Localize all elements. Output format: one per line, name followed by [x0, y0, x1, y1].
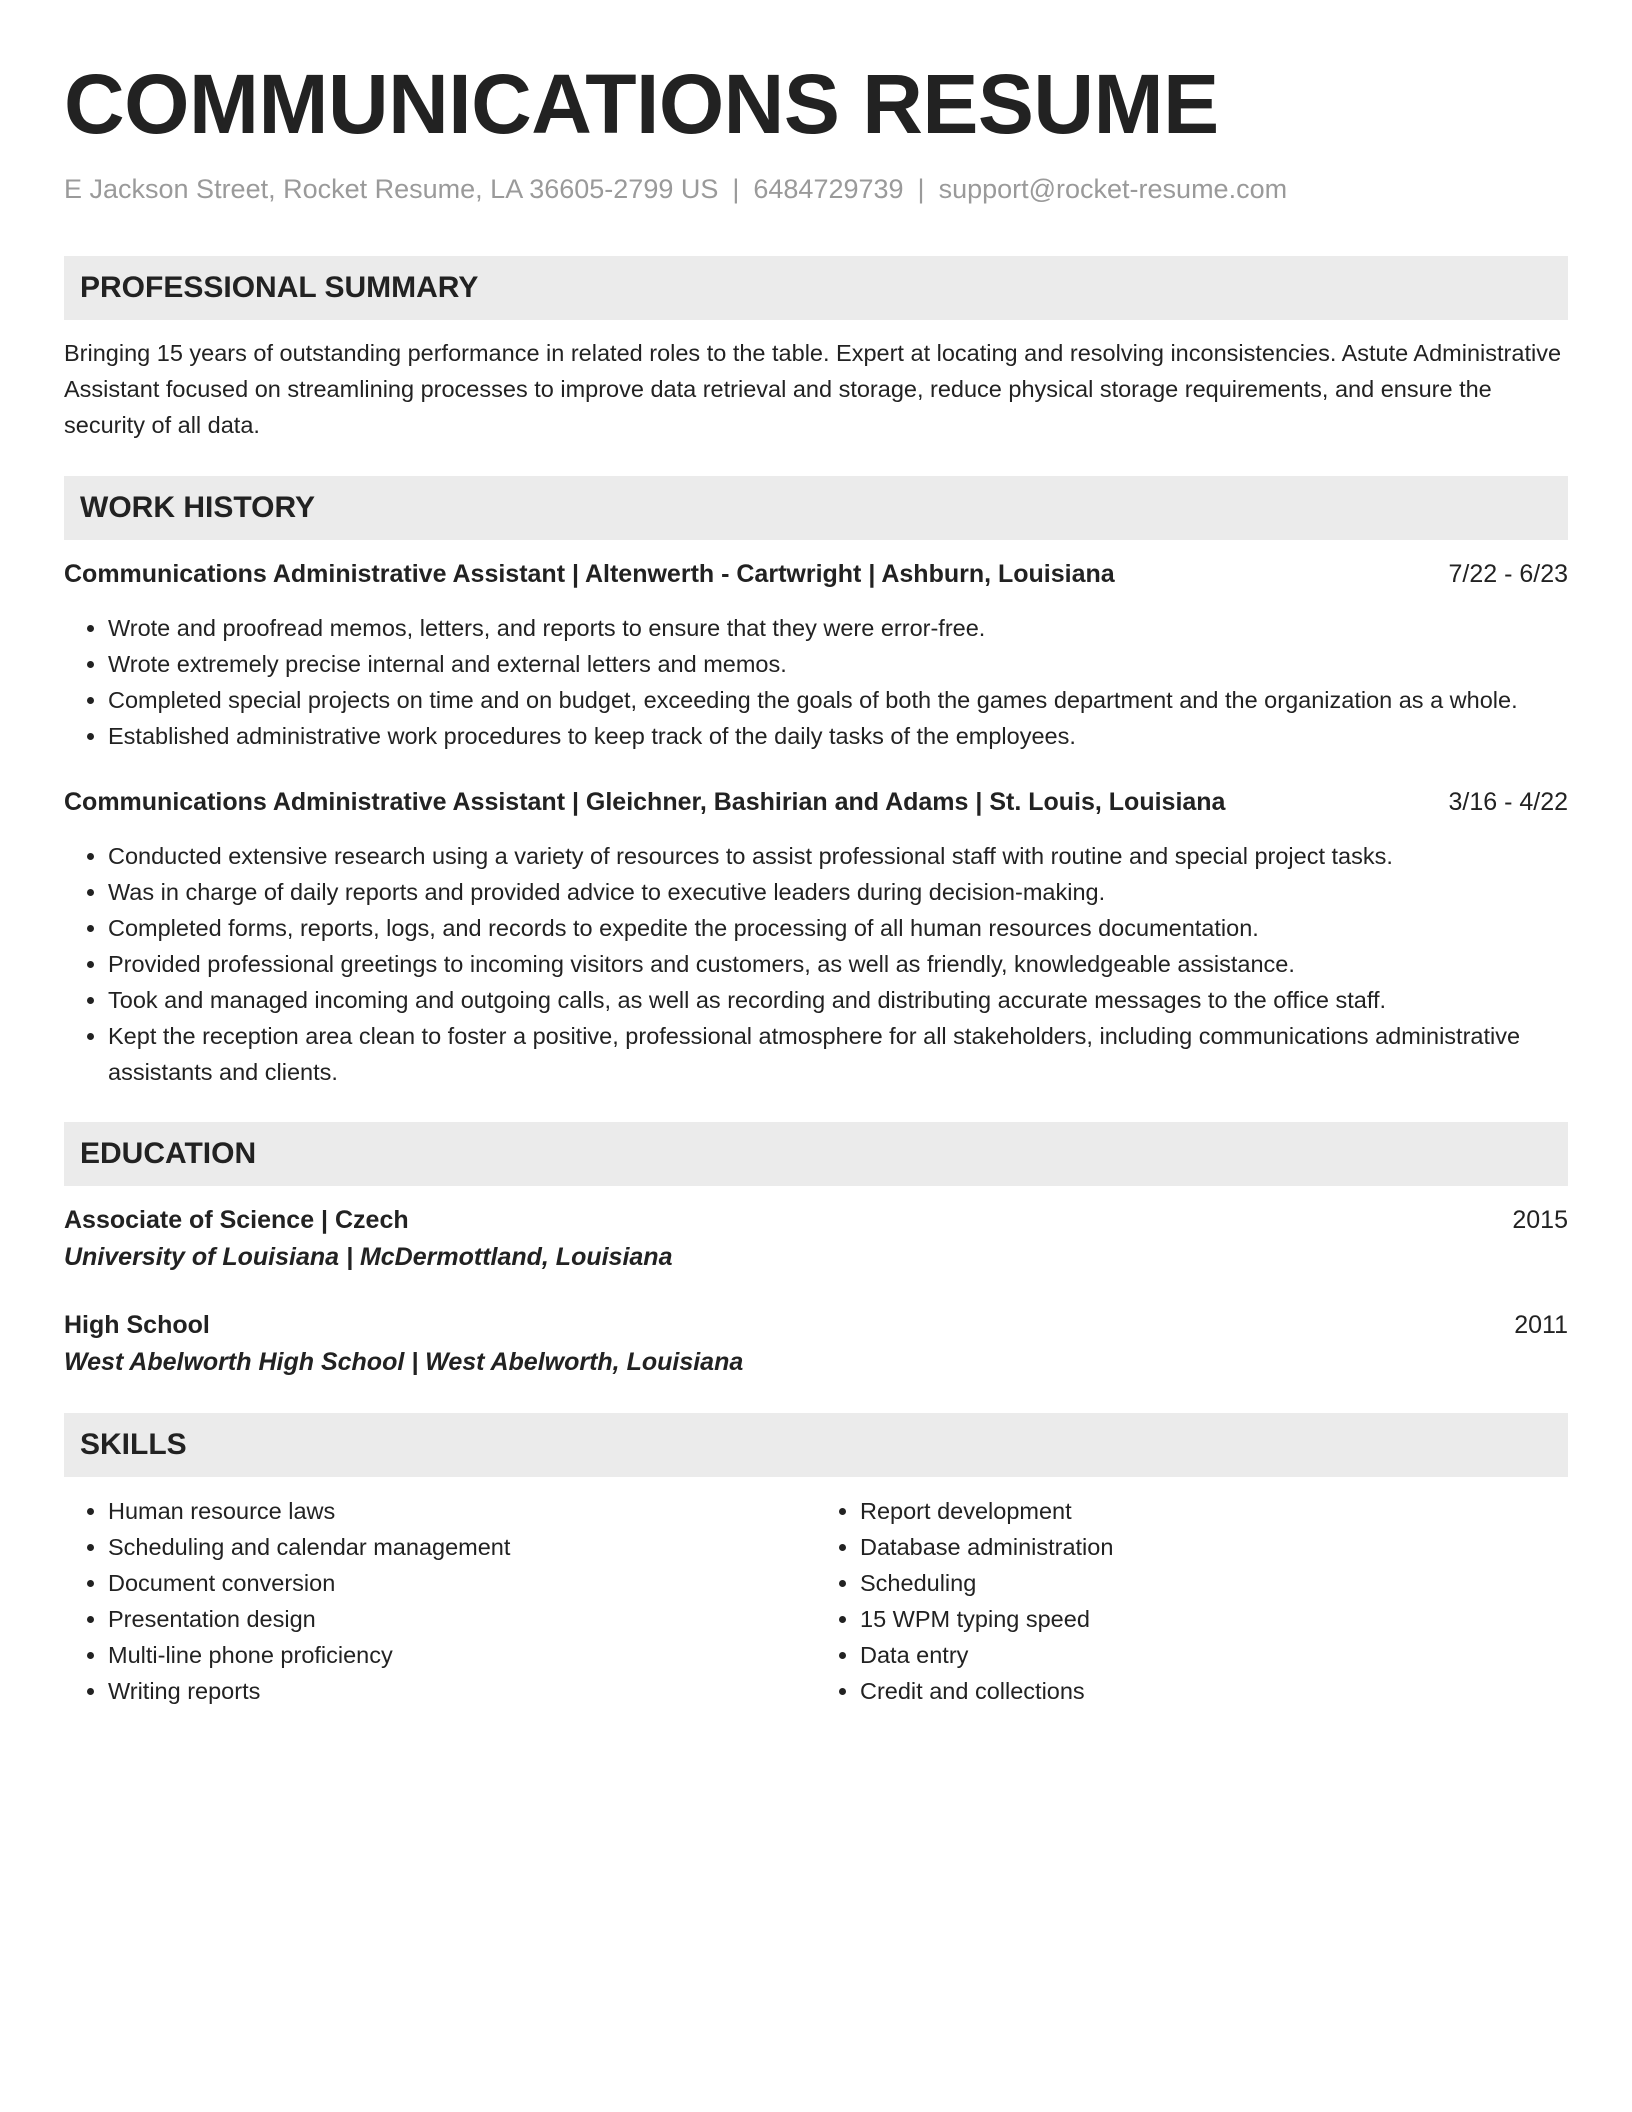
skill-item: • Report development — [860, 1493, 1568, 1529]
job-bullet: • Completed special projects on time and on budget, exceeding the goals of both the games department and the organization as a whole. — [108, 682, 1568, 718]
contact-address: E Jackson Street, Rocket Resume, LA 36605-2799 US — [64, 174, 719, 204]
job-dates: 3/16 - 4/22 — [1448, 788, 1568, 816]
skills-list-left — [64, 1493, 816, 1709]
job-bullet: • Took and managed incoming and outgoing calls, as well as recording and distributing accurate messages to the office staff. — [108, 982, 1568, 1018]
education-heading — [64, 1307, 1568, 1343]
skill-item: • Writing reports — [108, 1673, 816, 1709]
skill-item: • Human resource laws — [108, 1493, 816, 1529]
job-dates: 7/22 - 6/23 — [1448, 560, 1568, 588]
education-degree: Associate of Science | Czech — [64, 1206, 409, 1234]
skills-list-right — [816, 1493, 1568, 1709]
job-heading — [64, 784, 1568, 820]
skill-item: • Credit and collections — [860, 1673, 1568, 1709]
education-heading — [64, 1202, 1568, 1238]
section-header-summary: PROFESSIONAL SUMMARY — [64, 256, 1568, 320]
summary-text: Bringing 15 years of outstanding performance in related roles to the table. Expert at locating and resolving inconsistencies. Astute Administrative Assistant focused on streamlining processes to improve data retrieval and storage, reduce physical storage requirements, and ensure the security of all data. — [64, 340, 1562, 438]
skill-item: • Multi-line phone proficiency — [108, 1637, 816, 1673]
skill-item: • 15 WPM typing speed — [860, 1601, 1568, 1637]
skill-item: • Document conversion — [108, 1565, 816, 1601]
contact-line — [64, 174, 1568, 205]
job-bullet-list — [64, 838, 1568, 1090]
skill-item: • Presentation design — [108, 1601, 816, 1637]
education-entry — [64, 1202, 1568, 1276]
resume-title: COMMUNICATIONS RESUME — [64, 57, 1219, 151]
skills-grid — [64, 1493, 1568, 1709]
education-entry — [64, 1307, 1568, 1381]
section-header-skills: SKILLS — [64, 1413, 1568, 1477]
job-bullet: • Conducted extensive research using a variety of resources to assist professional staff with routine and special project tasks. — [108, 838, 1568, 874]
job-title: Communications Administrative Assistant | Altenwerth - Cartwright | Ashburn, Louisiana — [64, 560, 1115, 588]
job-bullet: • Provided professional greetings to incoming visitors and customers, as well as friendly, knowledgeable assistance. — [108, 946, 1568, 982]
education-school: West Abelworth High School | West Abelworth, Louisiana — [64, 1348, 744, 1376]
job-bullet: • Established administrative work procedures to keep track of the daily tasks of the employees. — [108, 718, 1568, 754]
contact-email: support@rocket-resume.com — [938, 174, 1288, 204]
job-bullet-list — [64, 610, 1568, 754]
contact-phone: 6484729739 — [753, 174, 904, 204]
job-bullet: • Kept the reception area clean to foster a positive, professional atmosphere for all stakeholders, including communications administrative assistants and clients. — [108, 1018, 1568, 1090]
contact-separator: | — [917, 174, 925, 204]
job-bullet: • Wrote extremely precise internal and external letters and memos. — [108, 646, 1568, 682]
section-header-work-history: WORK HISTORY — [64, 476, 1568, 540]
job-heading — [64, 556, 1568, 592]
education-school: University of Louisiana | McDermottland, Louisiana — [64, 1243, 673, 1271]
skill-item: • Scheduling — [860, 1565, 1568, 1601]
education-year: 2011 — [1514, 1311, 1568, 1339]
education-degree: High School — [64, 1311, 210, 1339]
skill-item: • Scheduling and calendar management — [108, 1529, 816, 1565]
section-header-education: EDUCATION — [64, 1122, 1568, 1186]
job-bullet: • Was in charge of daily reports and provided advice to executive leaders during decision-making. — [108, 874, 1568, 910]
contact-separator: | — [732, 174, 740, 204]
skill-item: • Database administration — [860, 1529, 1568, 1565]
job-bullet: • Completed forms, reports, logs, and records to expedite the processing of all human resources documentation. — [108, 910, 1568, 946]
skill-item: • Data entry — [860, 1637, 1568, 1673]
education-year: 2015 — [1512, 1206, 1568, 1234]
job-title: Communications Administrative Assistant | Gleichner, Bashirian and Adams | St. Louis, Louisiana — [64, 788, 1226, 816]
job-bullet: • Wrote and proofread memos, letters, and reports to ensure that they were error-free. — [108, 610, 1568, 646]
